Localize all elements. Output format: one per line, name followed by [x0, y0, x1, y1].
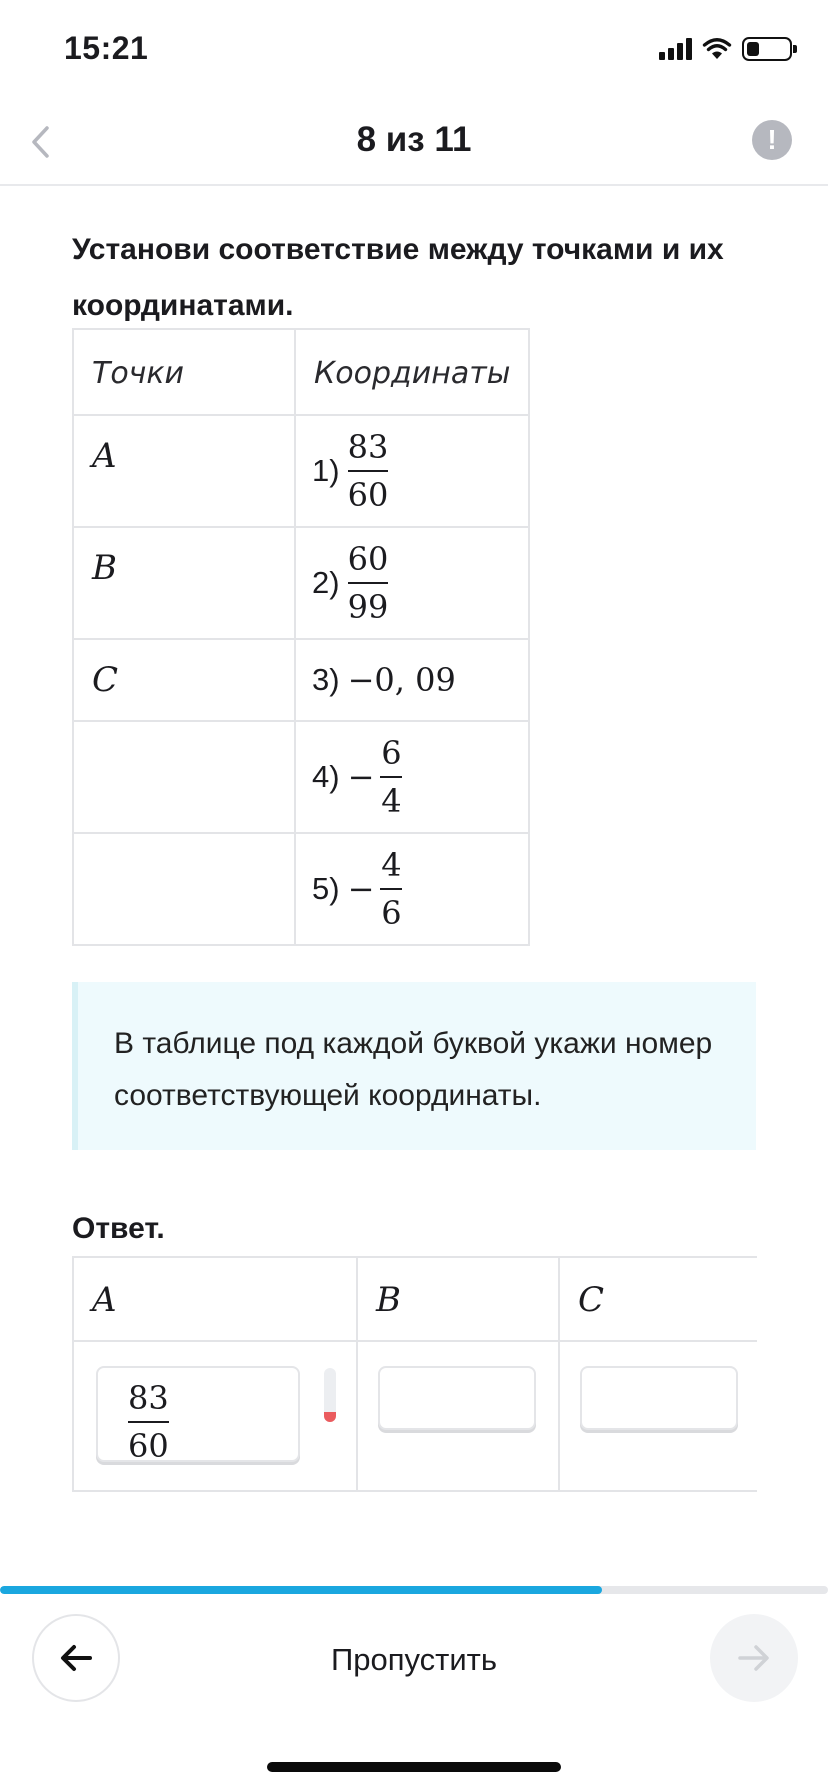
denominator: 60	[128, 1427, 169, 1465]
answer-table	[72, 1256, 757, 1492]
coordinate-option	[296, 528, 528, 638]
report-alert-icon[interactable]: !	[752, 120, 792, 160]
arrow-right-icon	[734, 1638, 774, 1678]
option-number: 3)	[312, 662, 340, 697]
matching-table	[72, 328, 530, 946]
progress-bar	[0, 1586, 828, 1594]
decimal-value: −0, 09	[347, 661, 456, 699]
header-points: Точки	[73, 329, 295, 415]
answer-column-c: C	[578, 1280, 605, 1320]
option-number: 1)	[312, 453, 340, 488]
denominator: 4	[381, 782, 402, 820]
numerator: 6	[381, 734, 402, 772]
answer-input-c[interactable]	[580, 1366, 738, 1430]
progress-fill	[0, 1586, 602, 1594]
minus-sign: −	[347, 758, 375, 796]
fraction	[380, 733, 402, 821]
denominator: 6	[381, 894, 402, 932]
numerator: 83	[128, 1379, 169, 1417]
point-label: B	[92, 548, 117, 588]
empty-cell	[73, 721, 295, 833]
answer-fraction	[128, 1378, 169, 1466]
numerator: 83	[347, 428, 389, 466]
numerator: 4	[381, 846, 402, 884]
page-title: 8 из 11	[356, 120, 472, 159]
option-number: 5)	[312, 871, 340, 906]
empty-cell	[73, 833, 295, 945]
point-label: A	[92, 436, 117, 476]
option-number: 2)	[312, 565, 340, 600]
fraction	[348, 539, 389, 627]
coordinate-option	[296, 722, 528, 832]
question-text: Установи соответствие между точками и их координатами.	[72, 233, 724, 322]
battery-icon	[742, 37, 792, 61]
denominator: 60	[347, 476, 389, 514]
header-coordinates: Координаты	[295, 329, 529, 415]
status-icons	[659, 36, 792, 62]
home-indicator	[267, 1762, 561, 1772]
answer-input-b[interactable]	[378, 1366, 536, 1430]
status-bar	[0, 0, 828, 100]
nav-header	[0, 100, 828, 186]
answer-input-a[interactable]	[96, 1366, 300, 1465]
coordinate-option	[296, 416, 528, 526]
coordinate-option	[296, 834, 528, 944]
skip-button[interactable]: Пропустить	[330, 1642, 498, 1677]
answer-column-a: A	[92, 1280, 117, 1320]
cellular-signal-icon	[659, 38, 692, 60]
coordinate-option	[296, 640, 528, 720]
minus-sign: −	[347, 870, 375, 908]
next-button[interactable]	[710, 1614, 798, 1702]
hint-box: В таблице под каждой буквой укажи номер соответствующей координаты.	[72, 982, 756, 1150]
numerator: 60	[347, 540, 389, 578]
fraction	[348, 427, 389, 515]
wifi-icon	[702, 37, 732, 61]
answer-label: Ответ.	[72, 1212, 165, 1245]
status-time: 15:21	[64, 30, 149, 66]
input-scroll-indicator	[324, 1368, 336, 1422]
answer-column-b: B	[376, 1280, 401, 1320]
denominator: 99	[347, 588, 389, 626]
option-number: 4)	[312, 759, 340, 794]
fraction	[380, 845, 402, 933]
point-label: C	[92, 660, 119, 700]
